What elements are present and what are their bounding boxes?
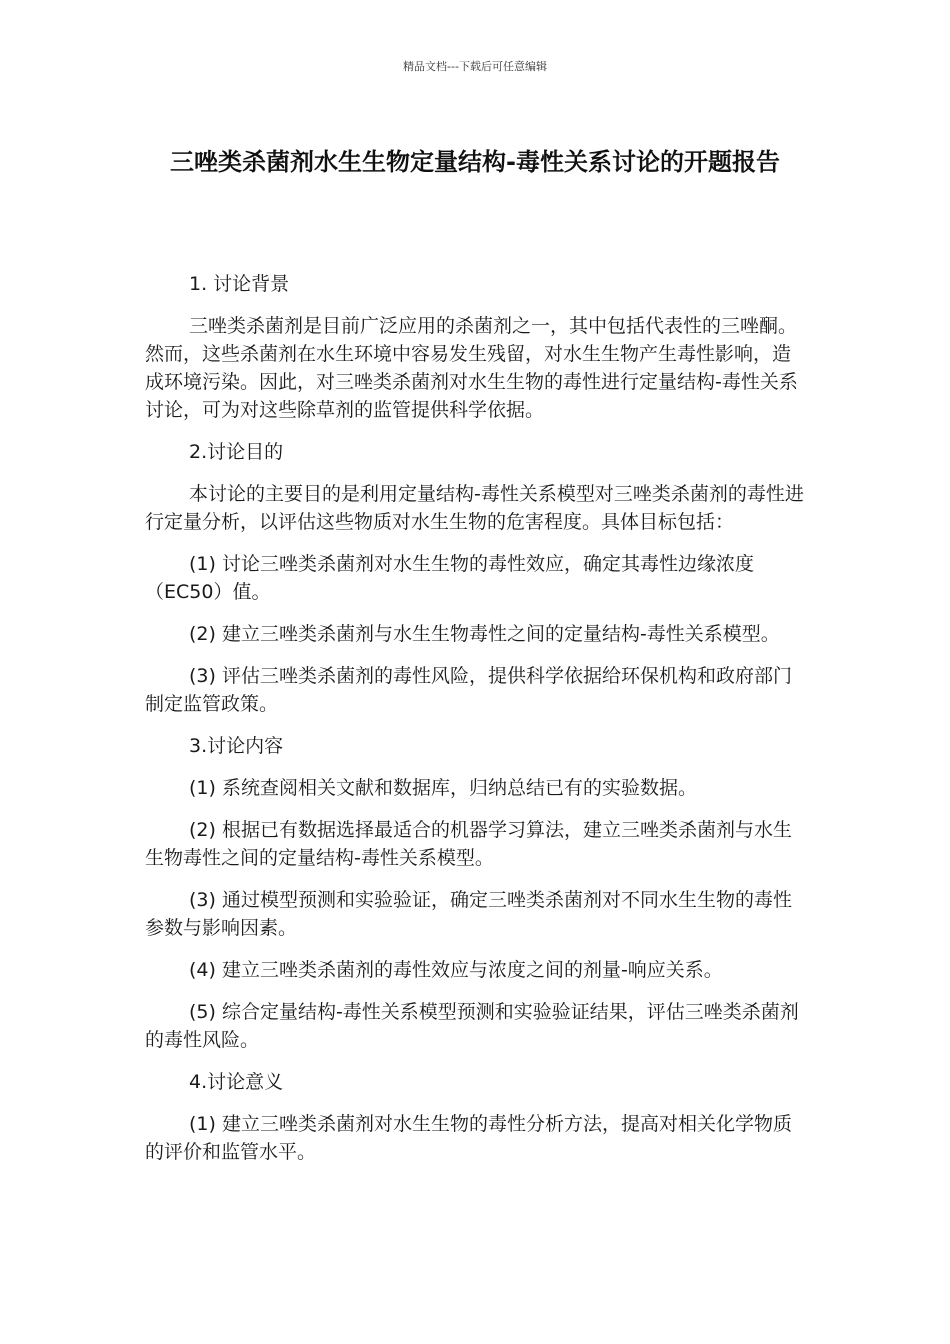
list-item: (5) 综合定量结构-毒性关系模型预测和实验验证结果，评估三唑类杀菌剂的毒性风险。 [145,1001,799,1051]
list-item: (1) 讨论三唑类杀菌剂对水生生物的毒性效应，确定其毒性边缘浓度（EC50）值。 [145,553,754,603]
list-item: (2) 根据已有数据选择最适合的机器学习算法，建立三唑类杀菌剂与水生生物毒性之间的定量结构-毒性关系模型。 [145,819,792,869]
list-item: (1) 建立三唑类杀菌剂对水生生物的毒性分析方法，提高对相关化学物质的评价和监管水平。 [145,1113,792,1163]
paragraph: 本讨论的主要目的是利用定量结构-毒性关系模型对三唑类杀菌剂的毒性进行定量分析，以评估这些物质对水生生物的危害程度。具体目标包括： [145,483,804,533]
section-heading: 2.讨论目的 [189,441,284,463]
list-item: (1) 系统查阅相关文献和数据库，归纳总结已有的实验数据。 [189,777,697,799]
list-item: (3) 通过模型预测和实验验证，确定三唑类杀菌剂对不同水生生物的毒性参数与影响因素。 [145,889,792,939]
list-item: (2) 建立三唑类杀菌剂与水生生物毒性之间的定量结构-毒性关系模型。 [189,623,780,645]
document-body [145,270,807,1180]
document-title: 三唑类杀菌剂水生生物定量结构-毒性关系讨论的开题报告 [170,148,780,176]
section-heading: 4.讨论意义 [189,1071,284,1093]
paragraph: 三唑类杀菌剂是目前广泛应用的杀菌剂之一，其中包括代表性的三唑酮。然而，这些杀菌剂在水生环境中容易发生残留，对水生生物产生毒性影响，造成环境污染。因此，对三唑类杀菌剂对水生生物的毒性进行定量结构-毒性关系讨论，可为对这些除草剂的监管提供科学依据。 [145,315,798,421]
section-heading: 1. 讨论背景 [189,273,290,295]
list-item: (4) 建立三唑类杀菌剂的毒性效应与浓度之间的剂量-响应关系。 [189,959,723,981]
header-note: 精品文档---下载后可任意编辑 [403,60,547,73]
list-item: (3) 评估三唑类杀菌剂的毒性风险，提供科学依据给环保机构和政府部门制定监管政策。 [145,665,792,715]
section-heading: 3.讨论内容 [189,735,284,757]
